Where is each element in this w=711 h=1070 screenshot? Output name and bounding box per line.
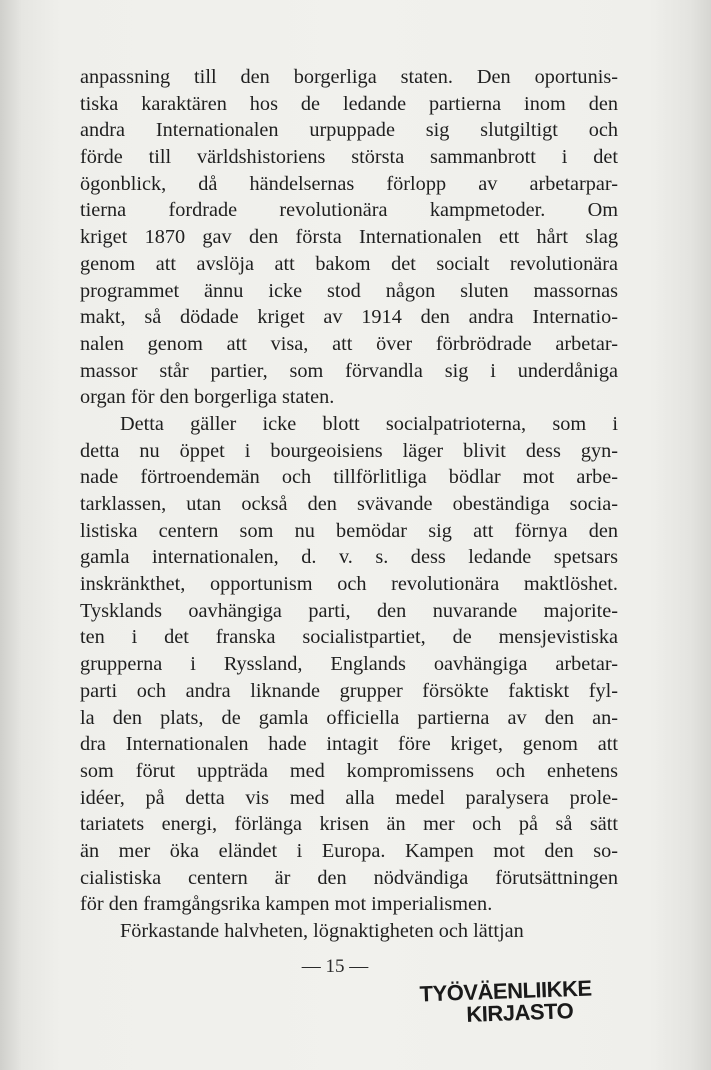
- text-line: Tysklands oavhängiga parti, den nuvarande majorite-: [80, 599, 618, 622]
- body-text: [80, 64, 618, 945]
- text-line: dra Internationalen hade intagit före kriget, genom att: [80, 733, 618, 756]
- text-line: tierna fordrade revolutionära kampmetoder. Om: [80, 199, 618, 222]
- text-line: inskränkthet, opportunism och revolutionära maktlöshet.: [80, 573, 618, 596]
- text-line: än mer öka eländet i Europa. Kampen mot den so-: [80, 839, 618, 862]
- text-line: nade förtroendemän och tillförlitliga bödlar mot arbe-: [80, 466, 618, 489]
- text-line: grupperna i Ryssland, Englands oavhängiga arbetar-: [80, 653, 618, 676]
- text-line: som förut uppträda med kompromissens och enhetens: [80, 759, 618, 782]
- text-line: ten i det franska socialistpartiet, de mensjevistiska: [80, 626, 618, 649]
- text-line: för den framgångsrika kampen mot imperialismen.: [80, 893, 493, 916]
- text-line: listiska centern som nu bemödar sig att förnya den: [80, 519, 618, 542]
- text-line: genom att avslöja att bakom det socialt revolutionära: [80, 252, 618, 275]
- text-line: kriget 1870 gav den första Internationalen ett hårt slag: [80, 226, 618, 249]
- text-line: Förkastande halvheten, lögnaktigheten och lättjan: [120, 920, 524, 942]
- text-line: detta nu öppet i bourgeoisiens läger blivit dess gyn-: [80, 439, 618, 462]
- text-line: organ för den borgerliga staten.: [80, 386, 335, 409]
- text-line: programmet ännu icke stod någon sluten massornas: [80, 279, 618, 302]
- stamp-line-1: TYÖVÄENLIIKKE: [419, 975, 592, 1007]
- stamp-line-2: KIRJASTO: [465, 998, 574, 1027]
- text-line: tarklassen, utan också den svävande obeständiga socia-: [80, 493, 618, 515]
- page-number: — 15 —: [301, 956, 369, 977]
- text-line: tiska karaktären hos de ledande partierna inom den: [80, 92, 618, 115]
- text-line: ögonblick, då händelsernas förlopp av arbetarpar-: [80, 172, 618, 195]
- text-line: andra Internationalen urpuppade sig slutgiltigt och: [80, 119, 618, 142]
- text-line: Detta gäller icke blott socialpatrioterna, som i: [120, 412, 618, 435]
- text-line: la den plats, de gamla officiella partierna av den an-: [80, 706, 618, 729]
- text-line: gamla internationalen, d. v. s. dess ledande spetsars: [80, 546, 618, 569]
- text-line: cialistiska centern är den nödvändiga förutsättningen: [80, 866, 618, 889]
- text-line: nalen genom att visa, att över förbrödrade arbetar-: [80, 332, 618, 355]
- text-line: idéer, på detta vis med alla medel paralysera prole-: [80, 786, 618, 809]
- library-stamp: [419, 975, 621, 1030]
- text-line: massor står partier, som förvandla sig i underdåniga: [80, 359, 618, 382]
- text-line: tariatets energi, förlänga krisen än mer och på så sätt: [80, 813, 618, 836]
- text-line: anpassning till den borgerliga staten. Den oportunis-: [80, 66, 618, 88]
- text-line: förde till världshistoriens största sammanbrott i det: [80, 146, 618, 169]
- text-line: parti och andra liknande grupper försökte faktiskt fyl-: [80, 679, 618, 702]
- text-line: makt, så dödade kriget av 1914 den andra Internatio-: [80, 306, 618, 329]
